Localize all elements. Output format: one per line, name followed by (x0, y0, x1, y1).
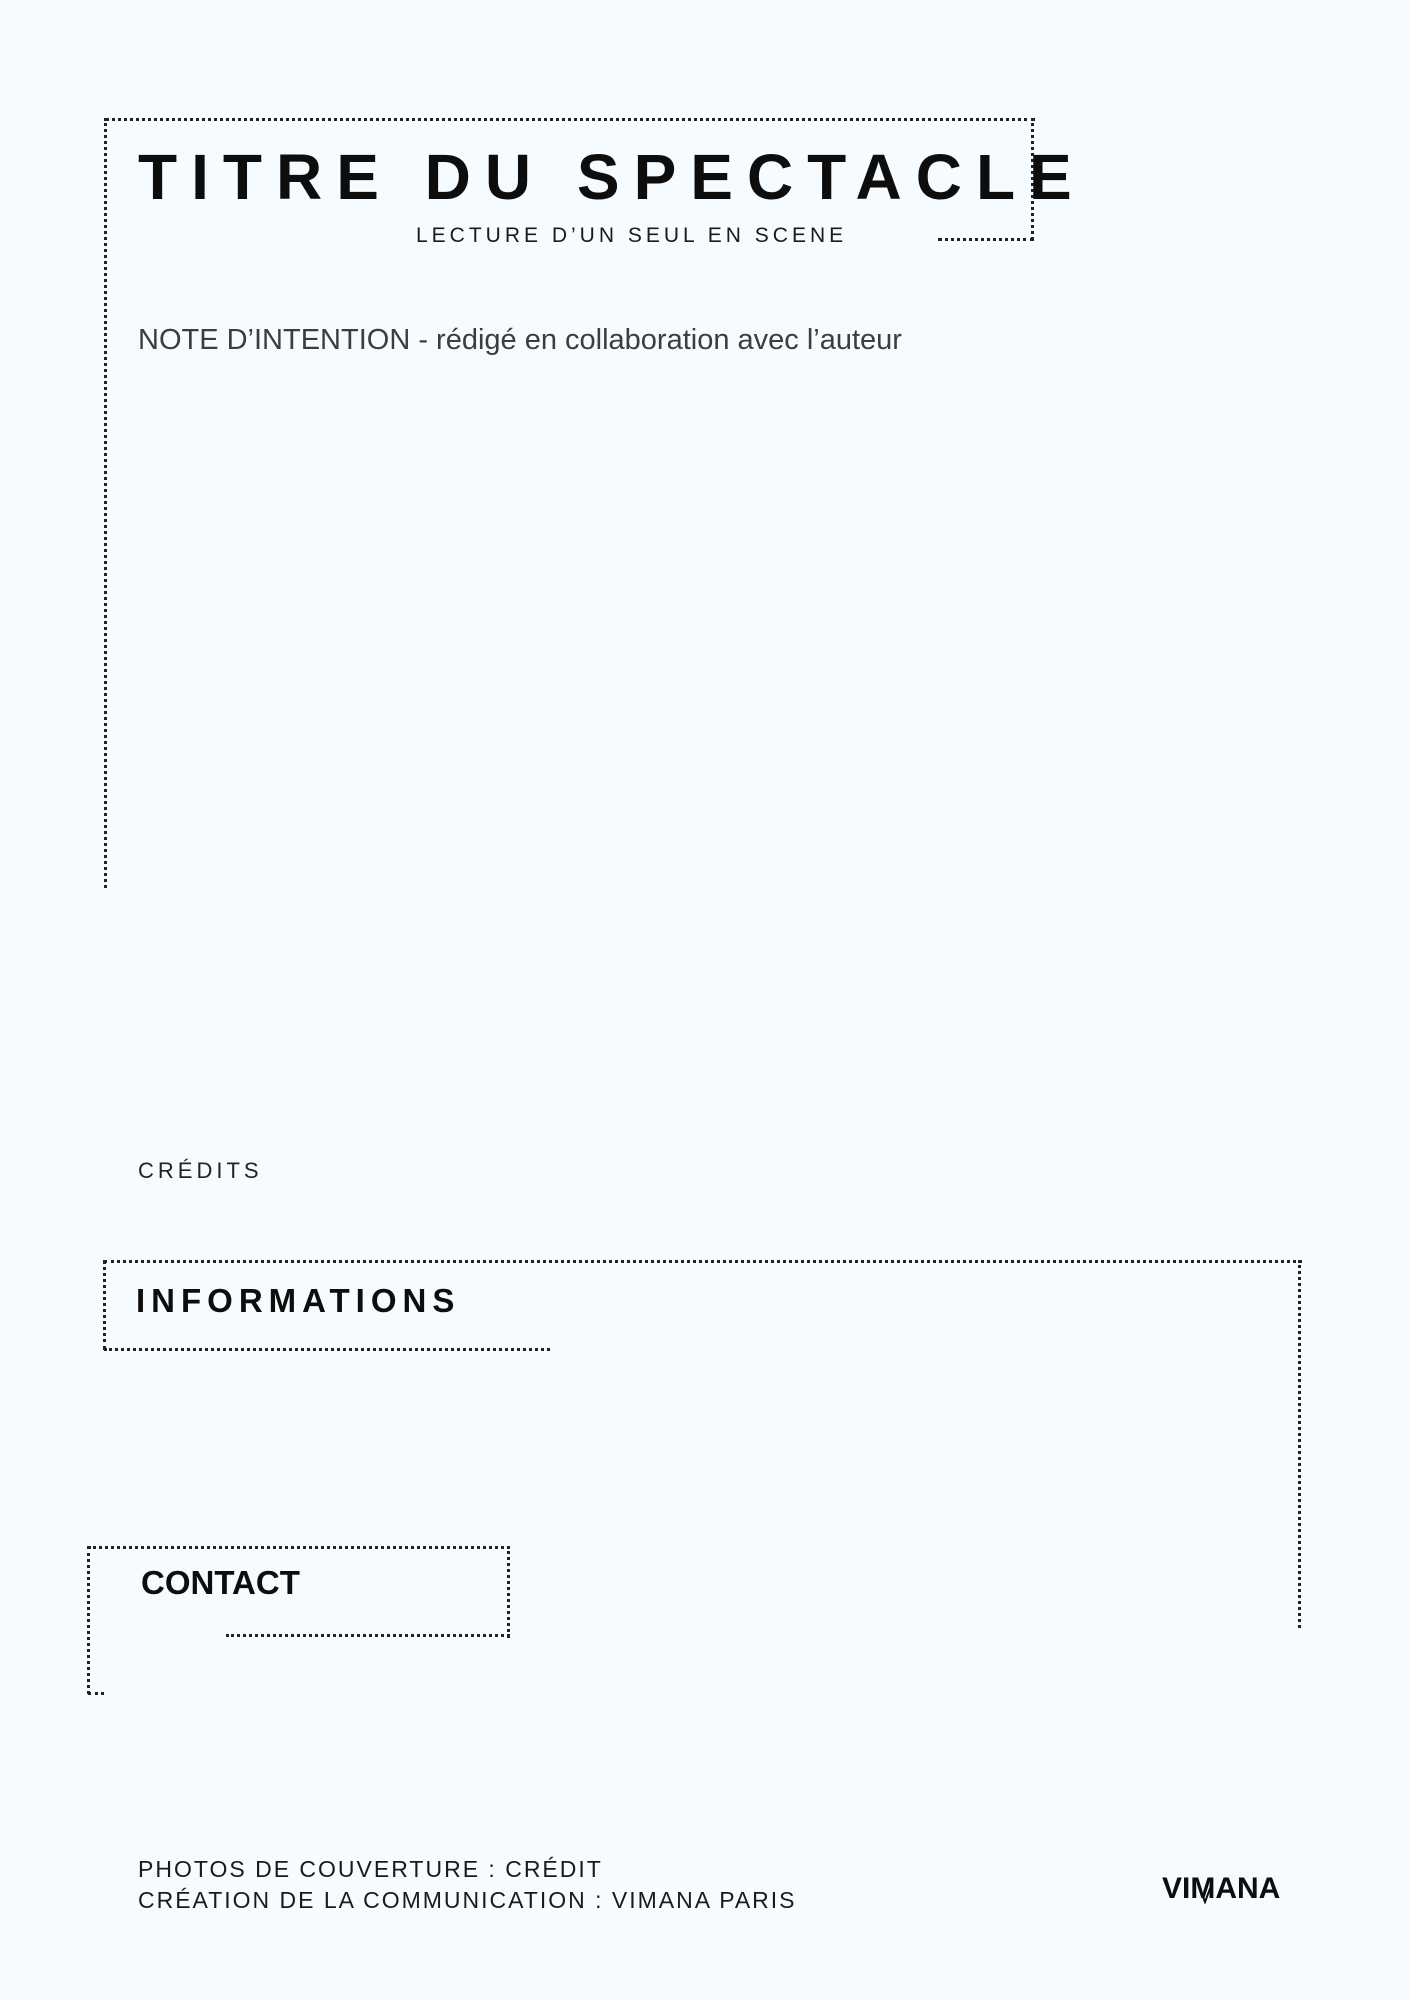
vimana-logo-mark-icon (1198, 1884, 1212, 1904)
title-frame-left (104, 118, 107, 888)
contact-frame-top (88, 1546, 510, 1549)
footer-photos-credit: PHOTOS DE COUVERTURE : CRÉDIT (138, 1856, 603, 1882)
informations-frame-right (1298, 1260, 1301, 1628)
vimana-logo-text: VIMANA (1162, 1872, 1281, 1905)
contact-frame-left-foot (88, 1692, 104, 1695)
informations-frame-top (104, 1260, 1302, 1263)
informations-heading: INFORMATIONS (136, 1282, 461, 1319)
credits-label: CRÉDITS (138, 1158, 263, 1183)
show-subtitle: LECTURE D’UN SEUL EN SCENE (416, 224, 848, 247)
contact-heading: CONTACT (141, 1564, 300, 1601)
title-frame-top (105, 118, 1035, 121)
footer-communication-credit: CRÉATION DE LA COMMUNICATION : VIMANA PARIS (138, 1887, 797, 1913)
footer-credits (138, 1854, 797, 1916)
show-title: TITRE DU SPECTACLE (138, 141, 1086, 213)
informations-frame-left (103, 1260, 106, 1350)
contact-frame-left (87, 1546, 90, 1694)
contact-frame-bottom (226, 1634, 510, 1637)
note-intention: NOTE D’INTENTION - rédigé en collaboration avec l’auteur (138, 324, 902, 356)
vimana-logo (1162, 1872, 1280, 1906)
informations-frame-bottom (104, 1348, 550, 1351)
contact-frame-right (507, 1546, 510, 1638)
title-frame-bottom (938, 238, 1034, 241)
